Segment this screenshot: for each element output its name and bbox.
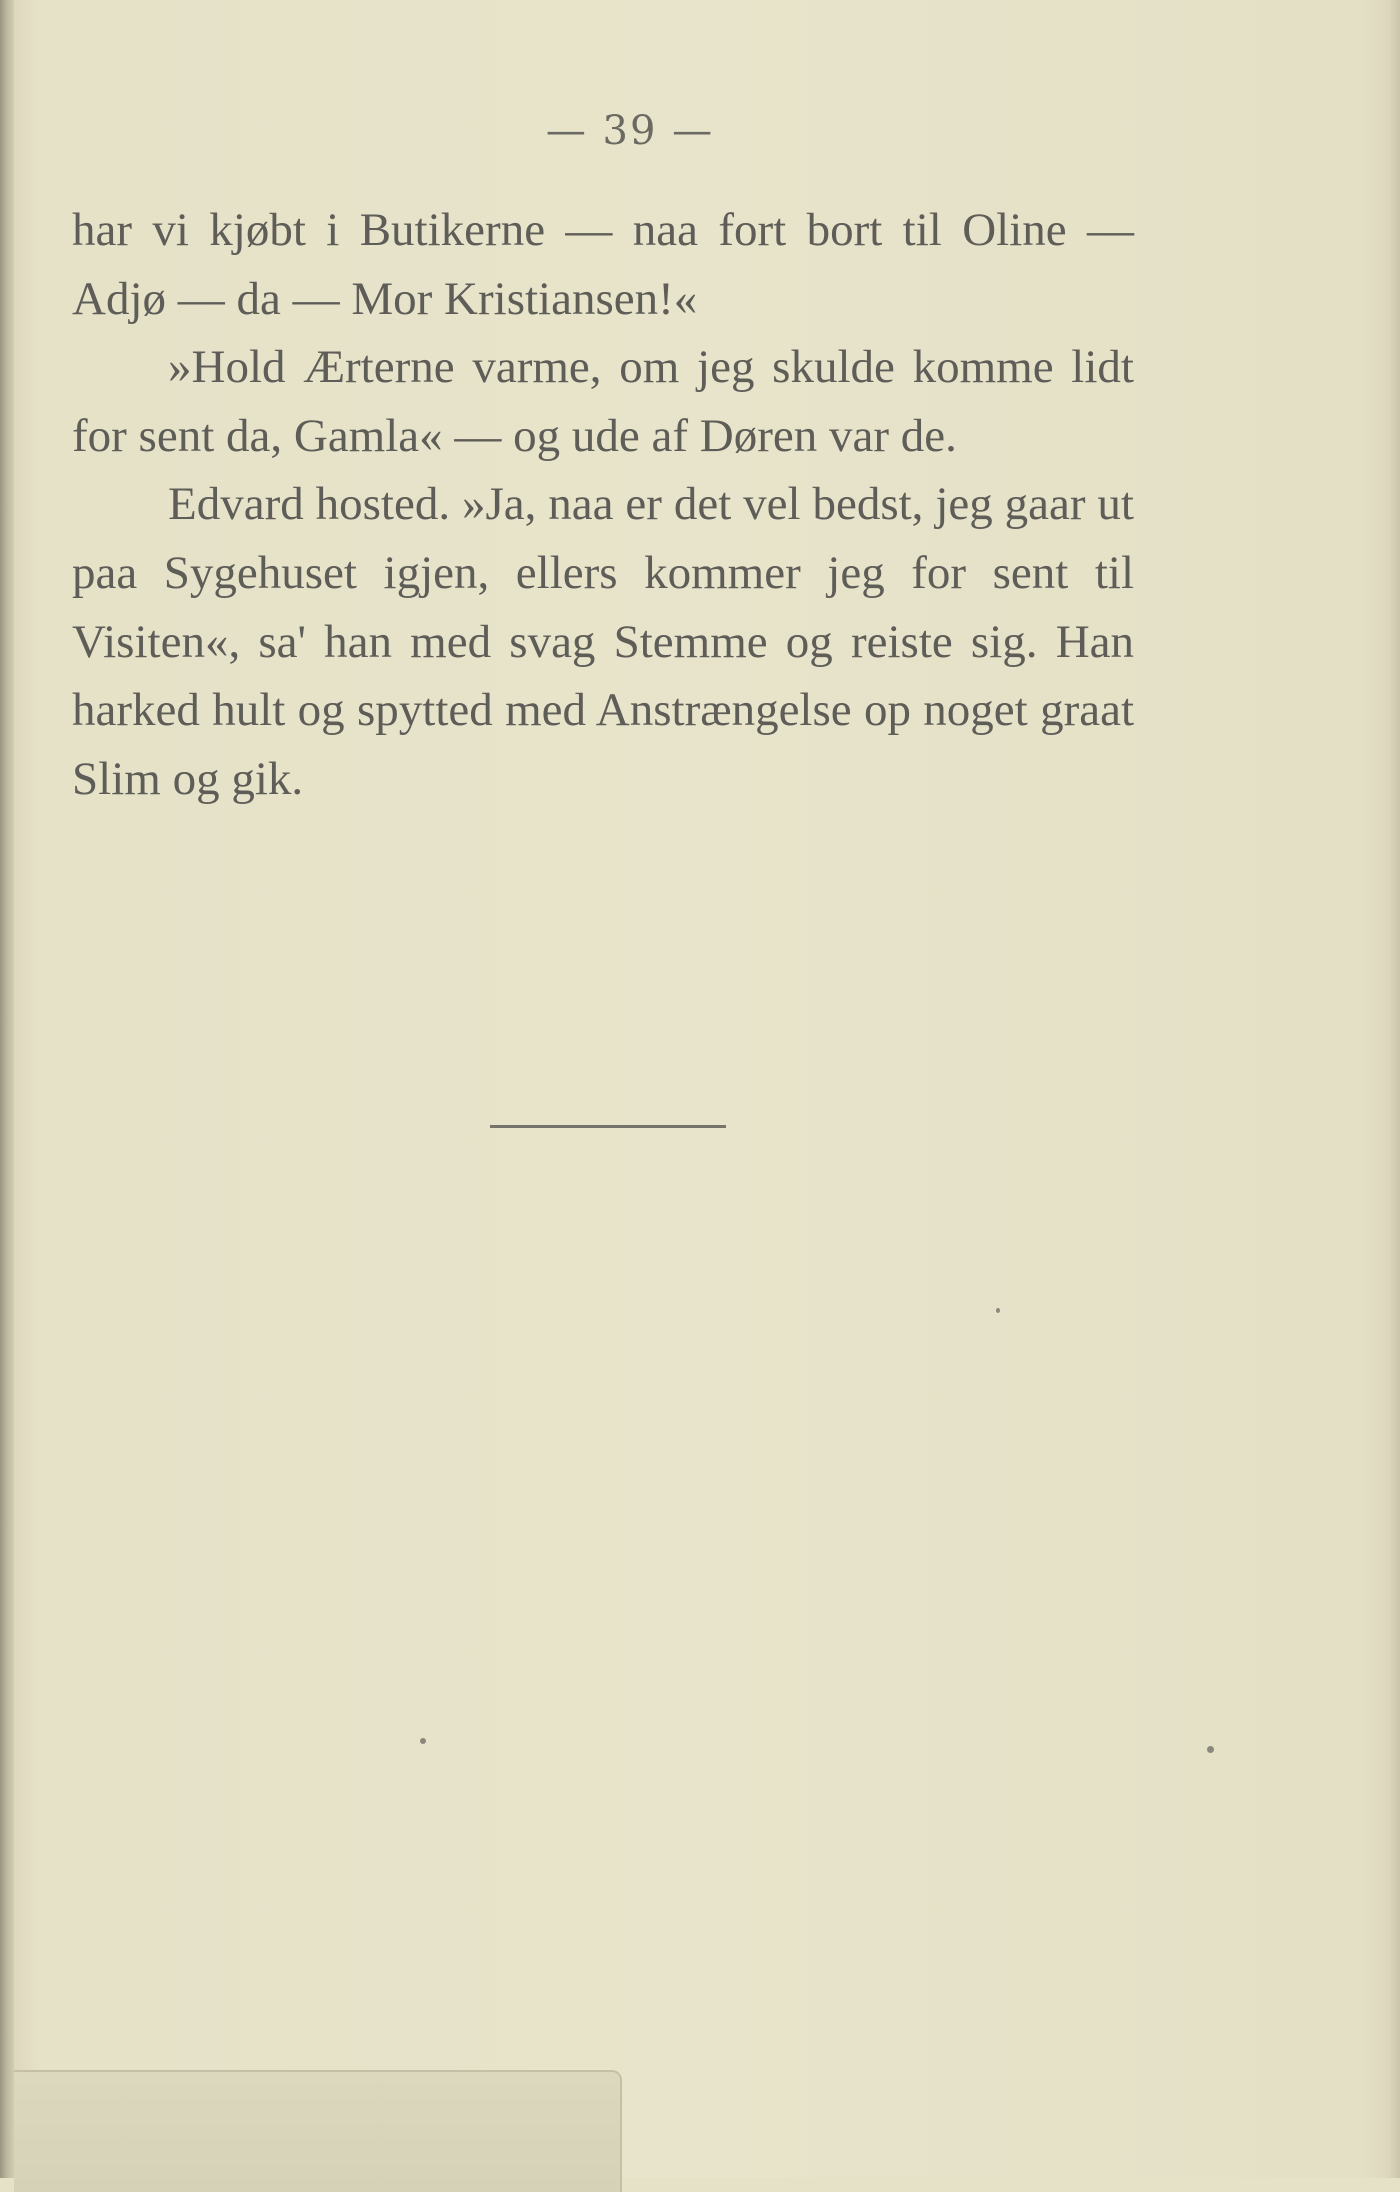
paper-speck [420,1738,426,1744]
library-slip-tab [14,2070,622,2192]
body-text [72,196,1134,813]
book-spine-shadow [0,0,14,2178]
paragraph-continuation: har vi kjøbt i Butikerne — naa fort bort til Oline — Adjø — da — Mor Kristiansen!« [72,204,1134,325]
paragraph-dialogue: »Hold Ærterne varme, om jeg skulde komme lidt for sent da, Gamla« — og ude af Døren var de. [72,341,1134,462]
paper-speck [996,1308,1000,1313]
page-edge-shadow [1390,0,1400,2178]
page-number: — 39 — [545,108,715,154]
chapter-end-rule [490,1125,726,1128]
paragraph-edvard: Edvard hosted. »Ja, naa er det vel bedst, jeg gaar ut paa Sygehuset igjen, ellers kommer jeg for sent til Visiten«, sa' han med svag Stemme og reiste sig. Han harked hult og spytted med Anstrængelse op noget graat Slim og gik. [72,478,1134,805]
paper-speck [1207,1746,1214,1753]
